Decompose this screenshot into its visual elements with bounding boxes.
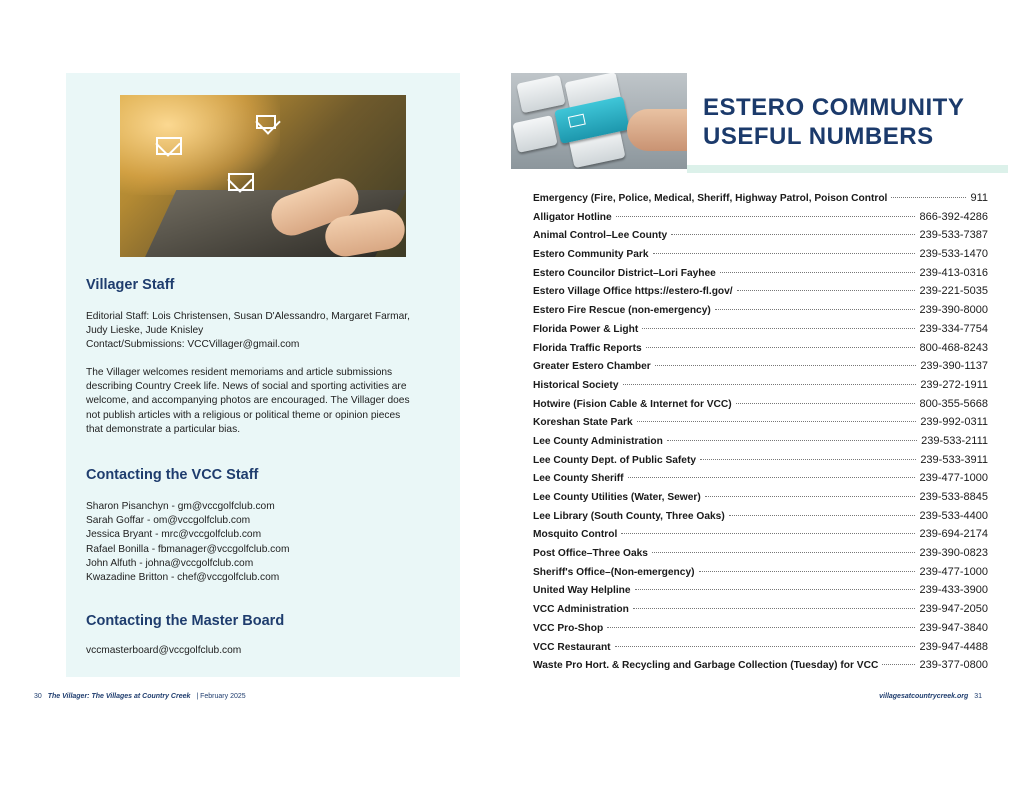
- directory-row: [533, 395, 988, 414]
- master-board-contact: [86, 644, 446, 658]
- dot-leader: [700, 459, 916, 460]
- directory-entry-name: VCC Restaurant: [533, 641, 611, 653]
- directory-phone-number: 239-390-0823: [919, 547, 988, 560]
- directory-phone-number: 239-390-1137: [920, 360, 988, 373]
- envelope-icon: [256, 115, 276, 129]
- dot-leader: [705, 496, 916, 497]
- text-line: welcome, and accompanying photos are encouraged. The Villager does: [86, 395, 410, 407]
- footer-right: [879, 693, 986, 700]
- contact-line: Sarah Goffar - om@vccgolfclub.com: [86, 515, 251, 527]
- vcc-staff-contacts: [86, 500, 446, 585]
- directory-phone-number: 239-694-2174: [919, 528, 988, 541]
- title-line: ESTERO COMMUNITY: [703, 94, 965, 121]
- website-link[interactable]: villagesatcountrycreek.org: [879, 693, 969, 700]
- directory-row: [533, 600, 988, 619]
- page-number: 31: [974, 693, 982, 700]
- directory-phone-number: 239-533-3911: [920, 453, 988, 466]
- directory-phone-number: 239-533-2111: [921, 434, 988, 447]
- directory-entry-name: Hotwire (Fision Cable & Internet for VCC): [533, 398, 732, 410]
- directory-entry-name: Estero Fire Rescue (non-emergency): [533, 305, 711, 317]
- dot-leader: [715, 309, 916, 310]
- finger-shape: [627, 109, 687, 151]
- directory-entry-name: Florida Traffic Reports: [533, 342, 642, 354]
- directory-row: [533, 525, 988, 544]
- dot-leader: [653, 253, 916, 254]
- directory-entry-name: Lee Library (South County, Three Oaks): [533, 510, 725, 522]
- directory-row: [533, 563, 988, 582]
- directory-row: [533, 544, 988, 563]
- dot-leader: [671, 234, 915, 235]
- directory-entry-name: Post Office–Three Oaks: [533, 548, 648, 560]
- directory-row: [533, 357, 988, 376]
- directory-row: [533, 488, 988, 507]
- directory-entry-name: Lee County Dept. of Public Safety: [533, 454, 697, 466]
- directory-phone-number: 239-992-0311: [920, 416, 988, 429]
- contact-line: Sharon Pisanchyn - gm@vccgolfclub.com: [86, 501, 275, 512]
- footer-left: [34, 693, 246, 700]
- directory-phone-number: 239-390-8000: [919, 304, 988, 317]
- directory-phone-number: 239-947-4488: [919, 640, 988, 653]
- directory-phone-number: 239-377-0800: [919, 659, 988, 672]
- text-line: not publish articles with a religious or political theme or opinion pieces: [86, 409, 401, 421]
- directory-row: [533, 619, 988, 638]
- dot-leader: [633, 608, 916, 609]
- directory-phone-number: 239-272-1911: [920, 378, 988, 391]
- directory-phone-number: 239-477-1000: [919, 565, 988, 578]
- directory-entry-name: Koreshan State Park: [533, 417, 633, 429]
- dot-leader: [729, 515, 916, 516]
- directory-row: [533, 432, 988, 451]
- directory-phone-number: 239-477-1000: [919, 472, 988, 485]
- directory-row: [533, 301, 988, 320]
- text-line: Judy Lieske, Jude Knisley: [86, 325, 204, 337]
- directory-entry-name: Alligator Hotline: [533, 211, 612, 223]
- directory-entry-name: Estero Community Park: [533, 249, 649, 261]
- dot-leader: [736, 403, 916, 404]
- directory-entry-name: Lee County Administration: [533, 435, 663, 447]
- directory-entry-name: Emergency (Fire, Police, Medical, Sheriff, Highway Patrol, Poison Control: [533, 193, 888, 204]
- directory-row: [533, 469, 988, 488]
- directory-phone-number: 239-413-0316: [919, 266, 988, 279]
- directory-phone-number: 239-533-4400: [919, 509, 988, 522]
- section-heading-master-board: Contacting the Master Board: [86, 613, 285, 629]
- directory-row: [533, 413, 988, 432]
- dot-leader: [720, 272, 916, 273]
- footer-separator: |: [196, 693, 199, 700]
- envelope-icon: [156, 137, 182, 155]
- directory-entry-name: VCC Administration: [533, 604, 629, 616]
- dot-leader: [655, 365, 917, 366]
- contact-line: Jessica Bryant - mrc@vccgolfclub.com: [86, 529, 262, 541]
- directory-phone-number: 239-334-7754: [919, 322, 988, 335]
- text-line: Editorial Staff: Lois Christensen, Susan D'Alessandro, Margaret Farmar,: [86, 311, 410, 322]
- directory-entry-name: Estero Councilor District–Lori Fayhee: [533, 267, 716, 279]
- directory-phone-number: 239-221-5035: [919, 285, 988, 298]
- dot-leader: [628, 477, 916, 478]
- directory-row: [533, 245, 988, 264]
- directory-row: [533, 451, 988, 470]
- dot-leader: [891, 197, 966, 198]
- dot-leader: [615, 646, 916, 647]
- page-number: 30: [34, 693, 42, 700]
- dot-leader: [642, 328, 915, 329]
- submission-policy: [86, 366, 446, 437]
- directory-row: [533, 581, 988, 600]
- keyboard-photo: [511, 73, 687, 169]
- publication-title: The Villager: The Villages at Country Creek: [47, 693, 191, 700]
- directory-entry-name: United Way Helpline: [533, 585, 631, 597]
- directory-row: [533, 656, 988, 675]
- dot-leader: [882, 664, 915, 665]
- dot-leader: [699, 571, 916, 572]
- directory-entry-name: Waste Pro Hort. & Recycling and Garbage Collection (Tuesday) for VCC: [533, 660, 879, 672]
- contact-line: vccmasterboard@vccgolfclub.com: [86, 645, 242, 656]
- directory-row: [533, 376, 988, 395]
- directory-row: [533, 226, 988, 245]
- dot-leader: [667, 440, 917, 441]
- directory-entry-name: Animal Control–Lee County: [533, 230, 668, 242]
- directory-entry-name: Lee County Sheriff: [533, 473, 624, 485]
- contact-line: John Alfuth - johna@vccgolfclub.com: [86, 557, 254, 569]
- dot-leader: [637, 421, 917, 422]
- dot-leader: [616, 216, 916, 217]
- left-page-panel: [66, 73, 460, 677]
- dot-leader: [737, 290, 916, 291]
- directory-entry-name: VCC Pro-Shop: [533, 622, 604, 634]
- laptop-email-photo: [120, 95, 406, 257]
- directory-phone-number: 239-533-8845: [919, 491, 988, 503]
- directory-row: [533, 282, 988, 301]
- dot-leader: [621, 533, 915, 534]
- text-line: describing Country Creek life. News of social and sporting activities are: [86, 381, 407, 393]
- envelope-icon: [228, 173, 254, 191]
- directory-entry-name: Florida Power & Light: [533, 323, 639, 335]
- directory-entry-name: Mosquito Control: [533, 529, 618, 541]
- contact-line: Rafael Bonilla - fbmanager@vccgolfclub.com: [86, 543, 290, 555]
- section-heading-vcc-staff: Contacting the VCC Staff: [86, 467, 259, 483]
- text-line: that demonstrate a particular bias.: [86, 423, 241, 435]
- issue-date: February 2025: [200, 693, 246, 700]
- title-line: USEFUL NUMBERS: [703, 123, 934, 150]
- directory-row: [533, 507, 988, 526]
- directory-row: [533, 208, 988, 227]
- contact-line: Kwazadine Britton - chef@vccgolfclub.com: [86, 572, 280, 584]
- key-shape: [512, 115, 557, 153]
- directory-entry-name: Estero Village Office https://estero-fl.gov/: [533, 286, 733, 298]
- dot-leader: [607, 627, 915, 628]
- directory-phone-number: 239-433-3900: [919, 584, 988, 597]
- directory-phone-number: 239-947-3840: [919, 621, 988, 634]
- phone-directory: [533, 189, 988, 675]
- directory-row: [533, 264, 988, 283]
- directory-entry-name: Sheriff's Office–(Non-emergency): [533, 566, 695, 578]
- directory-row: [533, 320, 988, 339]
- directory-phone-number: 800-468-8243: [919, 341, 988, 354]
- directory-row: [533, 638, 988, 657]
- dot-leader: [652, 552, 916, 553]
- directory-phone-number: 239-533-1470: [919, 248, 988, 261]
- directory-row: [533, 189, 988, 208]
- light-glow: [120, 95, 280, 195]
- text-line: Contact/Submissions: VCCVillager@gmail.com: [86, 339, 300, 351]
- dot-leader: [623, 384, 917, 385]
- directory-entry-name: Greater Estero Chamber: [533, 361, 651, 373]
- directory-phone-number: 911: [970, 192, 988, 204]
- title-underline-bar: [687, 165, 1008, 173]
- directory-row: [533, 339, 988, 358]
- directory-phone-number: 239-947-2050: [919, 603, 988, 616]
- section-heading-villager-staff: Villager Staff: [86, 277, 175, 293]
- text-line: The Villager welcomes resident memoriams and article submissions: [86, 367, 393, 378]
- page-title: [703, 93, 964, 151]
- directory-entry-name: Historical Society: [533, 379, 619, 391]
- directory-phone-number: 239-533-7387: [919, 229, 988, 242]
- key-shape: [516, 75, 565, 113]
- staff-credits: [86, 310, 446, 353]
- dot-leader: [635, 589, 916, 590]
- directory-entry-name: Lee County Utilities (Water, Sewer): [533, 492, 701, 503]
- directory-phone-number: 800-355-5668: [919, 397, 988, 410]
- dot-leader: [646, 347, 916, 348]
- directory-phone-number: 866-392-4286: [919, 210, 988, 223]
